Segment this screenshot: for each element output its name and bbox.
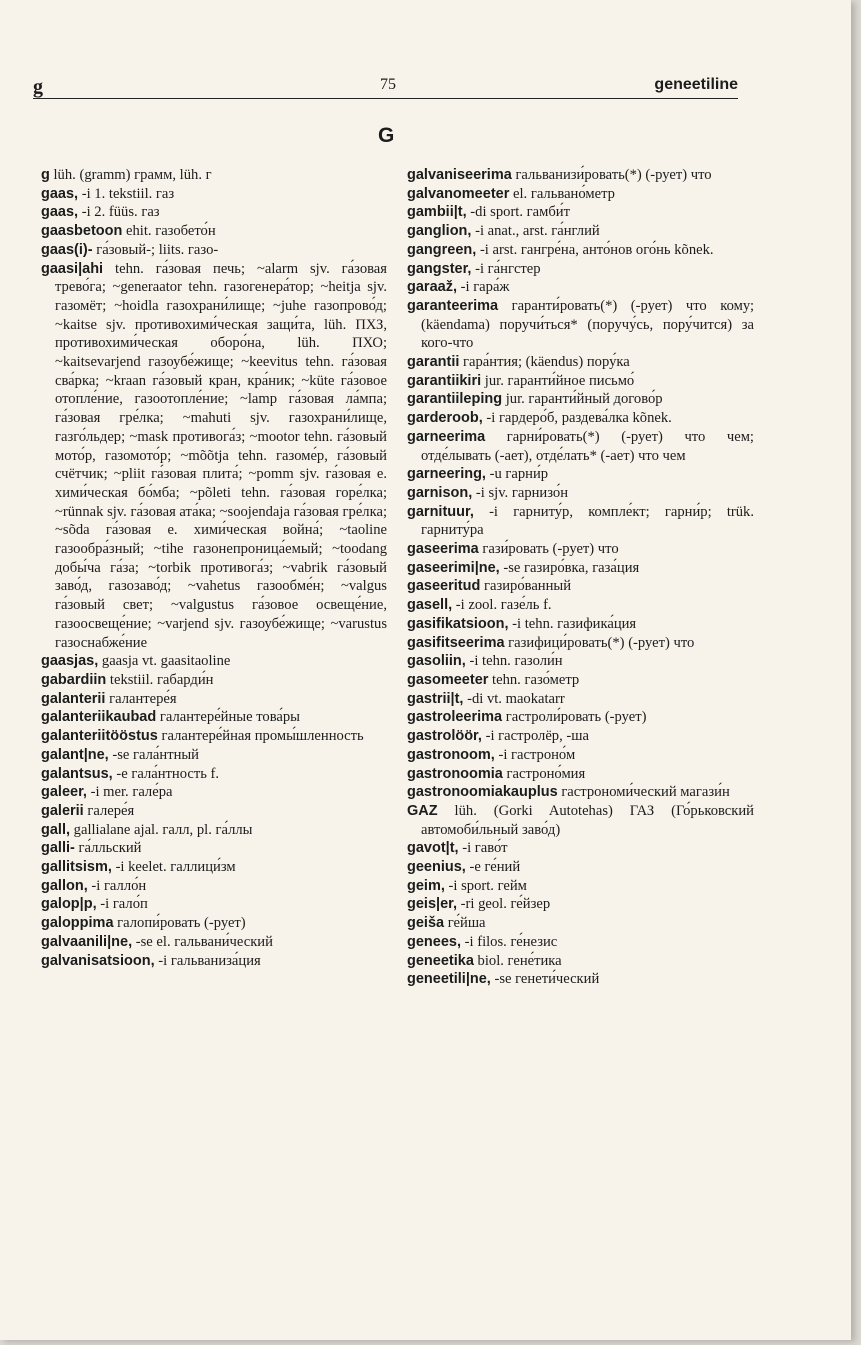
entry-translation: tehn. га́зовая печь; ~alarm sjv. га́зовая трево́га; ~generaator tehn. газогенера́тор; ~heitja sjv. газомёт; ~hoidla газохрани́лище; ~juhe газопрово́д; ~kaitse sjv. противохими́ческая защи́та, lüh. ПХЗ, противохими́ческая оборо́на, lüh. ПХО; ~kaitsevarjend газоубе́жище; ~keevitus tehn. га́зовая сва́рка; ~kraan га́зовый кран, кра́ник; ~küte га́зовое отопле́ние, газоотопле́ние; ~lamp га́зовая ла́мпа; га́зовая гре́лка; ~mahuti sjv. газохрани́лище, газго́льдер; ~mask противога́з; ~mootor tehn. га́зовый мото́р, газомото́р; ~mõõtja tehn. газоме́р, га́зовый счётчик; ~pliit га́зовая плита́; ~pomm sjv. га́зовая e. хими́ческая бо́мба; ~põleti tehn. га́зовая горе́лка; ~rünnak sjv. га́зовая ата́ка; ~soojendaja га́зовая гре́лка; ~sõda га́зовая e. хими́ческая война́; ~taoline газообра́зный; ~tihe газонепроница́емый; ~toodang добы́ча га́за; ~torbik противога́з; ~vabrik га́зовый заво́д, газозаво́д; ~vahetus газообме́н; ~valgus га́зовый свет; ~valgustus га́зовое освеще́ние, газоосвеще́ние; ~varjend sjv. газоубе́жище; ~varustus газоснабже́ние: [55, 260, 387, 651]
entry-translation: el. гальвано́метр: [509, 185, 615, 202]
entry-headword: gallitsism,: [41, 859, 112, 876]
dictionary-entry: [41, 708, 387, 727]
entry-translation: -i галло́н: [87, 877, 147, 894]
entry-translation: гара́нтия; (käendus) пору́ка: [459, 354, 630, 371]
entry-headword: gasell,: [407, 597, 453, 614]
dictionary-entry: [407, 952, 754, 971]
dictionary-entry: [407, 222, 754, 241]
entry-translation: -i filos. ге́незис: [461, 933, 558, 950]
entry-translation: -se гала́нтный: [108, 746, 199, 763]
header-first-entry: g: [33, 76, 43, 98]
entry-translation: галопи́ровать (-рует): [113, 915, 246, 932]
dictionary-entry: [41, 690, 387, 709]
entry-translation: biol. гене́тика: [473, 952, 562, 969]
dictionary-entry: [407, 241, 754, 260]
dictionary-entry: [41, 933, 387, 952]
dictionary-entry: [407, 615, 754, 634]
dictionary-entry: [407, 297, 754, 353]
entry-headword: gambii|t,: [407, 204, 467, 221]
page-header: [33, 76, 738, 99]
entry-translation: галантере́йные това́ры: [156, 709, 300, 726]
entry-translation: га́зовый-; liits. газо-: [92, 241, 219, 258]
entry-translation: -se генети́ческий: [490, 971, 600, 988]
dictionary-entry: [41, 895, 387, 914]
entry-translation: галантере́я: [105, 690, 177, 707]
dictionary-entry: [407, 839, 754, 858]
entry-headword: GAZ: [407, 802, 438, 819]
entry-translation: -i 1. tekstiil. газ: [78, 185, 175, 202]
entry-translation: -u гарни́р: [485, 466, 549, 483]
right-column: [407, 166, 754, 989]
dictionary-entry: [41, 260, 387, 653]
dictionary-entry: [407, 409, 754, 428]
dictionary-entry: [41, 877, 387, 896]
entry-headword: garnison,: [407, 484, 473, 501]
dictionary-entry: [407, 559, 754, 578]
dictionary-entry: [407, 634, 754, 653]
dictionary-entry: [407, 877, 754, 896]
entry-translation: -i sjv. гарнизо́н: [472, 484, 569, 501]
entry-headword: gangreen,: [407, 241, 477, 258]
entry-headword: ganglion,: [407, 223, 472, 240]
entry-headword: garaaž,: [407, 279, 457, 296]
entry-headword: garnituur,: [407, 503, 474, 520]
dictionary-entry: [407, 577, 754, 596]
dictionary-entry: [407, 484, 754, 503]
entry-translation: -i гарниту́р, компле́кт; гарни́р; trük. гарниту́ра: [421, 503, 754, 539]
entry-translation: -ri geol. ге́йзер: [457, 896, 551, 913]
page-number: 75: [380, 76, 396, 93]
entry-translation: -i keelet. галлици́зм: [111, 859, 236, 876]
dictionary-entry: [407, 914, 754, 933]
entry-headword: galvanomeeter: [407, 185, 510, 202]
dictionary-entry: [41, 185, 387, 204]
entry-headword: garneerima: [407, 428, 486, 445]
dictionary-entry: [407, 372, 754, 391]
entry-translation: -i zool. газе́ль f.: [452, 597, 552, 614]
entry-headword: galantsus,: [41, 765, 113, 782]
dictionary-entry: [41, 746, 387, 765]
entry-headword: garanteerima: [407, 297, 499, 314]
entry-headword: geneetili|ne,: [407, 971, 491, 988]
dictionary-entry: [407, 465, 754, 484]
entry-headword: gasifikatsioon,: [407, 615, 509, 632]
entry-headword: gastroleerima: [407, 709, 503, 726]
entry-translation: ehit. газобето́н: [122, 223, 216, 240]
dictionary-entry: [407, 708, 754, 727]
dictionary-entry: [407, 690, 754, 709]
dictionary-entry: [41, 783, 387, 802]
entry-headword: garantiileping: [407, 391, 503, 408]
dictionary-entry: [407, 260, 754, 279]
dictionary-entry: [407, 166, 754, 185]
entry-headword: g: [41, 167, 50, 183]
entry-headword: galanteriikaubad: [41, 709, 157, 726]
entry-headword: geim,: [407, 877, 445, 894]
entry-headword: galeer,: [41, 784, 87, 801]
entry-translation: -e ге́ний: [465, 859, 521, 876]
entry-headword: gasomeeter: [407, 671, 489, 688]
dictionary-entry: [407, 203, 754, 222]
dictionary-entry: [41, 839, 387, 858]
entry-translation: гастроли́ровать (-рует): [502, 709, 647, 726]
entry-translation: галере́я: [83, 802, 135, 819]
entry-headword: gastrolöör,: [407, 728, 482, 745]
entry-translation: -di sport. гамби́т: [466, 204, 570, 221]
entry-headword: gangster,: [407, 260, 472, 277]
dictionary-entry: [407, 652, 754, 671]
entry-translation: -i гало́п: [96, 896, 148, 913]
entry-translation: -i anat., arst. га́нглий: [471, 223, 600, 240]
entry-translation: -se газиро́вка, газа́ция: [499, 559, 640, 576]
entry-translation: -i tehn. газифика́ция: [508, 615, 637, 632]
dictionary-entry: [407, 278, 754, 297]
entry-translation: -i гара́ж: [456, 279, 510, 296]
entry-headword: gaas,: [41, 204, 79, 221]
entry-translation: газифици́ровать(*) (-рует) что: [504, 634, 695, 651]
entry-translation: гаранти́ровать(*) (-рует) что кому; (käendama) поручи́ться* (поручу́сь, пору́чится) за кого-что: [421, 297, 754, 352]
entry-translation: газиро́ванный: [480, 578, 572, 595]
entry-headword: garantii: [407, 354, 460, 371]
entry-translation: -i sport. гейм: [444, 877, 527, 894]
dictionary-entry: [41, 652, 387, 671]
left-column: [41, 166, 387, 970]
entry-headword: gastronoomiakauplus: [407, 784, 558, 801]
entry-translation: -di vt. maokatarr: [463, 690, 565, 707]
entry-translation: -i 2. füüs. газ: [78, 204, 160, 221]
entry-headword: gaseeritud: [407, 578, 481, 595]
dictionary-entry: [407, 671, 754, 690]
entry-headword: gaseerima: [407, 541, 479, 558]
entry-headword: garantiikiri: [407, 372, 482, 389]
dictionary-entry: [407, 783, 754, 802]
dictionary-entry: [407, 765, 754, 784]
dictionary-entry: [407, 185, 754, 204]
entry-headword: gabardiin: [41, 671, 107, 688]
entry-translation: -i tehn. газоли́н: [465, 653, 563, 670]
entry-translation: -i гардеро́б, раздева́лка kõnek.: [482, 410, 672, 427]
entry-headword: galvaniseerima: [407, 167, 512, 183]
dictionary-entry: [407, 596, 754, 615]
entry-translation: gaasja vt. gaasitaoline: [98, 653, 231, 670]
header-last-entry: geneetiline: [654, 76, 738, 93]
entry-headword: genees,: [407, 933, 461, 950]
entry-headword: gaseerimi|ne,: [407, 559, 500, 576]
dictionary-entry: [41, 821, 387, 840]
dictionary-entry: [407, 540, 754, 559]
dictionary-entry: [41, 727, 387, 746]
dictionary-entry: [41, 952, 387, 971]
entry-headword: gasoliin,: [407, 653, 466, 670]
dictionary-entry: [407, 802, 754, 839]
entry-headword: gaas(i)-: [41, 241, 93, 258]
entry-headword: galant|ne,: [41, 746, 109, 763]
dictionary-entry: [41, 222, 387, 241]
entry-headword: gall,: [41, 821, 71, 838]
dictionary-entry: [407, 970, 754, 989]
entry-translation: tehn. газо́метр: [488, 671, 580, 688]
entry-headword: geenius,: [407, 859, 466, 876]
entry-headword: galvaanili|ne,: [41, 933, 133, 950]
entry-translation: -i гаво́т: [458, 840, 508, 857]
entry-headword: garneering,: [407, 466, 486, 483]
entry-translation: -i гастролёр, -ша: [481, 728, 589, 745]
entry-headword: geneetika: [407, 952, 474, 969]
dictionary-entry: [41, 858, 387, 877]
dictionary-entry: [407, 727, 754, 746]
entry-translation: -i гастроно́м: [494, 746, 576, 763]
dictionary-entry: [41, 802, 387, 821]
entry-headword: garderoob,: [407, 410, 483, 427]
entry-headword: gavot|t,: [407, 840, 459, 857]
dictionary-entry: [407, 933, 754, 952]
entry-translation: jur. гаранти́йный догово́р: [502, 391, 663, 408]
dictionary-entry: [407, 858, 754, 877]
entry-translation: lüh. (Gorki Autotehas) ГАЗ (Го́рьковский автомоби́льный заво́д): [421, 802, 754, 838]
dictionary-entry: [41, 671, 387, 690]
entry-translation: tekstiil. габарди́н: [106, 671, 214, 688]
dictionary-entry: [41, 765, 387, 784]
entry-translation: гальванизи́ровать(*) (-рует) что: [511, 167, 712, 183]
entry-translation: -se el. гальвани́ческий: [132, 933, 273, 950]
dictionary-entry: [41, 166, 387, 185]
entry-translation: гази́ровать (-рует) что: [478, 541, 619, 558]
dictionary-entry: [41, 203, 387, 222]
entry-translation: гастрономи́ческий магази́н: [557, 784, 730, 801]
dictionary-entry: [407, 390, 754, 409]
dictionary-entry: [41, 914, 387, 933]
dictionary-entry: [407, 428, 754, 465]
entry-headword: gastronoom,: [407, 746, 495, 763]
entry-headword: galop|p,: [41, 896, 97, 913]
dictionary-entry: [407, 895, 754, 914]
entry-headword: gastrii|t,: [407, 690, 464, 707]
entry-translation: ге́йша: [444, 915, 486, 932]
entry-translation: гастроно́мия: [502, 765, 586, 782]
entry-translation: гарни́ровать(*) (-рует) что чем; отде́лывать (-ает), отде́лать* (-ает) что чем: [421, 428, 754, 464]
entry-headword: galerii: [41, 802, 84, 819]
entry-translation: gallialane ajal. галл, pl. га́ллы: [70, 821, 253, 838]
entry-translation: -e гала́нтность f.: [112, 765, 220, 782]
entry-headword: geiša: [407, 915, 445, 932]
entry-headword: gaas,: [41, 185, 79, 202]
entry-translation: -i гальваниза́ция: [154, 952, 261, 969]
entry-headword: gaasi|ahi: [41, 260, 104, 277]
entry-translation: jur. гаранти́йное письмо́: [481, 372, 635, 389]
entry-translation: -i arst. гангре́на, анто́нов ого́нь kõnek.: [476, 241, 714, 258]
entry-headword: galli-: [41, 840, 75, 857]
entry-translation: lüh. (gramm) грамм, lüh. г: [49, 167, 212, 183]
entry-headword: galanterii: [41, 690, 106, 707]
entry-translation: -i mer. гале́ра: [86, 784, 173, 801]
entry-headword: galanteriitööstus: [41, 728, 158, 745]
entry-headword: galvanisatsioon,: [41, 952, 155, 969]
dictionary-entry: [407, 746, 754, 765]
entry-headword: galoppima: [41, 915, 114, 932]
entry-headword: geis|er,: [407, 896, 458, 913]
entry-headword: gasifitseerima: [407, 634, 505, 651]
dictionary-entry: [407, 503, 754, 540]
entry-translation: -i га́нгстер: [471, 260, 541, 277]
entry-headword: gallon,: [41, 877, 88, 894]
dictionary-entry: [407, 353, 754, 372]
dictionary-entry: [41, 241, 387, 260]
entry-headword: gaasbetoon: [41, 223, 123, 240]
section-letter: G: [378, 124, 395, 147]
entry-translation: га́лльский: [74, 840, 142, 857]
entry-headword: gaasjas,: [41, 653, 99, 670]
entry-headword: gastronoomia: [407, 765, 503, 782]
entry-translation: галантере́йная промы́шленность: [157, 728, 364, 745]
